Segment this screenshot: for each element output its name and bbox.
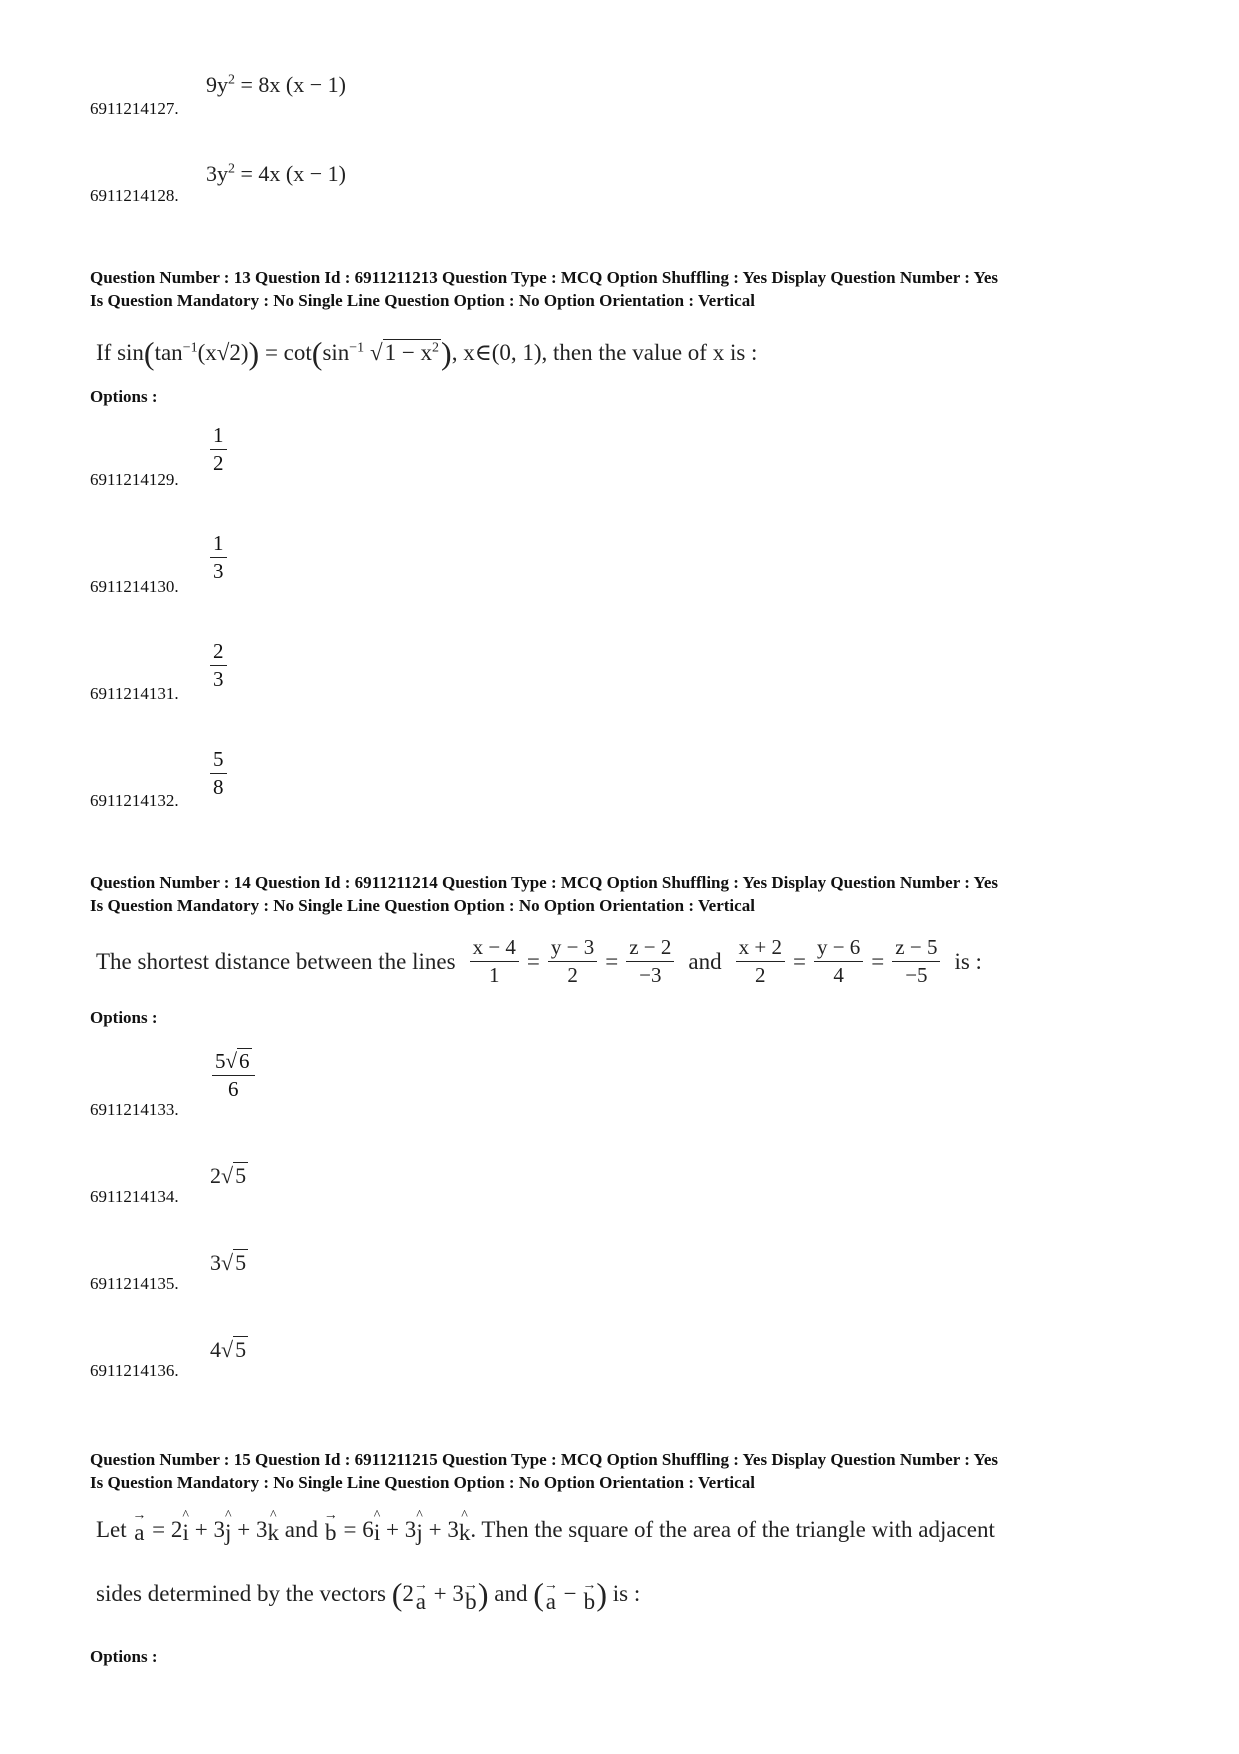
fraction-denominator: 2 [567,963,578,988]
question-meta-line1: Question Number : 14 Question Id : 6911211214 Question Type : MCQ Option Shuffling : Yes Display Question Number : Yes [90,873,999,892]
question-prefix: The shortest distance between the lines [96,948,456,974]
option-id: 6911214128. [90,186,179,205]
question-meta-line2: Is Question Mandatory : No Single Line Question Option : No Option Orientation : Vertical [90,896,755,915]
fraction-denominator: −3 [639,963,662,988]
fraction-numerator: 1 [210,424,227,450]
question-meta-line2: Is Question Mandatory : No Single Line Question Option : No Option Orientation : Vertical [90,291,755,310]
fraction-numerator: 1 [210,532,227,558]
fraction-numerator: z − 5 [892,936,940,962]
question-suffix: is : [954,948,982,974]
fraction-denominator: 3 [213,667,224,692]
question-meta-line1: Question Number : 13 Question Id : 6911211213 Question Type : MCQ Option Shuffling : Yes Display Question Number : Yes [90,268,999,287]
question-meta-line2: Is Question Mandatory : No Single Line Question Option : No Option Orientation : Vertical [90,1473,755,1492]
option-id: 6911214135. [90,1274,179,1293]
option-expression-text [248,1337,249,1338]
options-label: Options : [90,387,158,406]
fraction-denominator: 2 [213,451,224,476]
fraction-numerator: 5 [210,748,227,774]
question-meta [90,266,998,312]
fraction-denominator: 3 [213,559,224,584]
question-meta [90,1448,998,1494]
option-expression-text [248,1163,249,1164]
question-meta-line1: Question Number : 15 Question Id : 6911211215 Question Type : MCQ Option Shuffling : Yes Display Question Number : Yes [90,1450,999,1469]
option-fraction[interactable] [210,640,227,691]
question-text-line2-value [640,1576,641,1577]
question-text-line1: Let → a = 2 ^ i + 3 ^ j + 3 ^ k and → b = 6 ^ i + 3 ^ j + 3 ^ k . Then the square of the area of the triangle with adjacent [96,1508,995,1545]
fraction-denominator: 1 [489,963,500,988]
question-text-line2: sides determined by the vectors (2 → a + 3 → b ) and ( → a − → b ) is : [96,1576,641,1615]
option-equation: $9y^2 = 8x$ (x − 1) [206,72,346,97]
option-expression[interactable]: 4√5 [210,1337,248,1363]
fraction-denominator: 4 [833,963,844,988]
fraction-numerator: y − 6 [814,936,863,962]
fraction-numerator: z − 2 [626,936,674,962]
option-expression[interactable]: 2√5 [210,1163,248,1189]
fraction-denominator: 8 [213,775,224,800]
option-id: 6911214132. [90,791,179,810]
option-fraction[interactable] [210,748,227,799]
question-connector: and [688,948,722,974]
option-expression-text [248,1250,249,1251]
option-id: 6911214129. [90,470,179,489]
fraction-numerator: 2 [210,640,227,666]
option-fraction[interactable] [210,424,227,475]
option-id: 6911214133. [90,1100,179,1119]
question-text: If $\sin(\tan^{-1}(x√2)) = \cot(\sin^{-1}$ $√1 - x^2$), x∈(0, 1), then the value of x is : [96,335,758,371]
option-equation: $3y^2 = 4x$ (x − 1) [206,161,346,186]
option-id: 6911214130. [90,577,179,596]
question-text: The shortest distance between the lines $\frac{x - 4}{1}$ = $\frac{y - 3}{2}$ = $\frac{z - 2}{-3}$ and $\frac{x + 2}{2}$ = $\frac{y - 6}{4}$ = $\frac{z - 5}{-5}$ is : [96,935,982,988]
option-id: 6911214136. [90,1361,179,1380]
option-id: 6911214131. [90,684,179,703]
fraction-denominator: −5 [905,963,928,988]
option-equation-text [0,0,1,1]
option-expression-text [255,1050,256,1051]
question-text-value [757,335,758,336]
fraction-numerator: x + 2 [736,936,785,962]
options-label: Options : [90,1647,158,1666]
fraction-numerator: x − 4 [470,936,519,962]
option-expression[interactable]: 3√5 [210,1250,248,1276]
option-fraction[interactable] [210,532,227,583]
option-id: 6911214134. [90,1187,179,1206]
option-equation-text [0,0,1,1]
fraction-numerator: y − 3 [548,936,597,962]
question-text-line1-value [995,1510,996,1511]
option-id: 6911214127. [90,99,179,118]
option-expression[interactable]: $\frac{5√6}{6}$ [212,1050,255,1101]
question-meta [90,871,998,917]
fraction-denominator: 2 [755,963,766,988]
options-label: Options : [90,1008,158,1027]
